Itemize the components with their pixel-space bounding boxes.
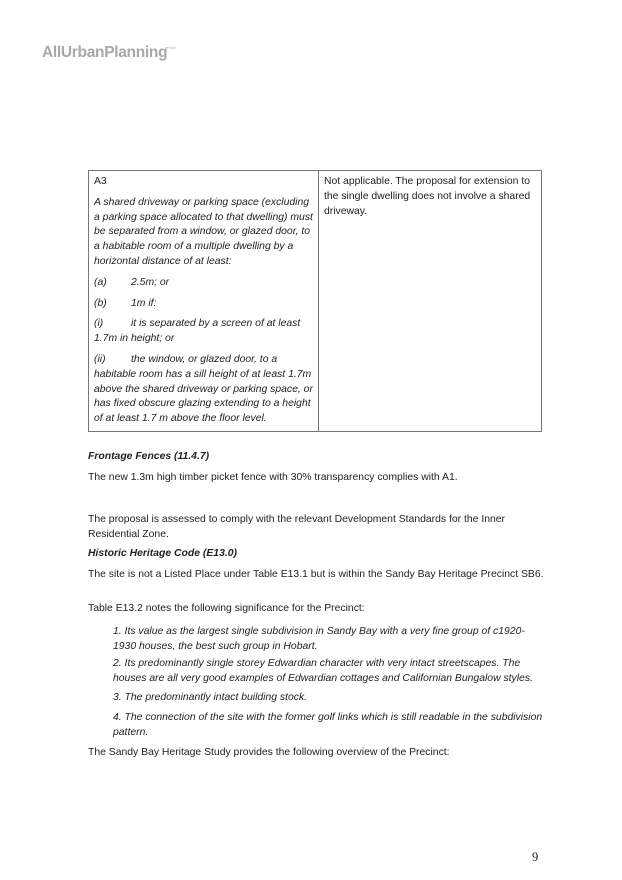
significance-item-3: 3. The predominantly intact building stock. xyxy=(113,692,308,703)
clause-item: (ii) the window, or glazed door, to a habitable room has a sill height of at least 1.7m above the shared driveway or parking space, or has fixed obscure glazing extending to a height of at least 1.7 m above the floor level. xyxy=(94,353,313,425)
acceptable-solution-cell xyxy=(89,171,319,432)
study-paragraph: The Sandy Bay Heritage Study provides the following overview of the Precinct: xyxy=(88,747,450,758)
frontage-heading: Frontage Fences (11.4.7) xyxy=(88,451,210,462)
clause-code: A3 xyxy=(94,176,107,187)
significance-item-1: 1. Its value as the largest single subdivision in Sandy Bay with a very fine group of c1920-1930 houses, the best such group in Hobart. xyxy=(113,626,525,652)
clause-item: (b) 1m if: xyxy=(94,297,157,309)
table-note: Table E13.2 notes the following significance for the Precinct: xyxy=(88,603,365,614)
page-number: 9 xyxy=(532,850,539,864)
assessment-paragraph: The proposal is assessed to comply with the relevant Development Standards for the Inner Residential Zone. xyxy=(88,514,506,540)
logo-text: AllUrbanPlanning xyxy=(42,44,168,61)
heritage-heading: Historic Heritage Code (E13.0) xyxy=(88,548,237,559)
logo-mark: PTY LTD xyxy=(165,46,176,50)
table-row xyxy=(89,171,542,432)
company-logo xyxy=(42,44,175,62)
clause-item: (a) 2.5m; or xyxy=(94,276,170,288)
heritage-paragraph: The site is not a Listed Place under Table E13.1 but is within the Sandy Bay Heritage Precinct SB6. xyxy=(88,569,544,580)
clause-item: (i) it is separated by a screen of at least 1.7m in height; or xyxy=(94,318,301,345)
assessment-cell: Not applicable. The proposal for extension to the single dwelling does not involve a shared driveway. xyxy=(319,171,542,432)
frontage-text: The new 1.3m high timber picket fence with 30% transparency complies with A1. xyxy=(88,472,458,483)
significance-item-2: 2. Its predominantly single storey Edwardian character with very intact streetscapes. The houses are all very good examples of Edwardian cottages and Californian Bungalow styles. xyxy=(113,658,533,684)
clause-intro: A shared driveway or parking space (excluding a parking space allocated to that dwelling) must be separated from a window, or glazed door, to a habitable room of a multiple dwelling by a horizontal distance of at least: xyxy=(94,196,313,267)
standards-table xyxy=(88,170,542,432)
significance-item-4: 4. The connection of the site with the former golf links which is still readable in the subdivision pattern. xyxy=(113,712,543,738)
